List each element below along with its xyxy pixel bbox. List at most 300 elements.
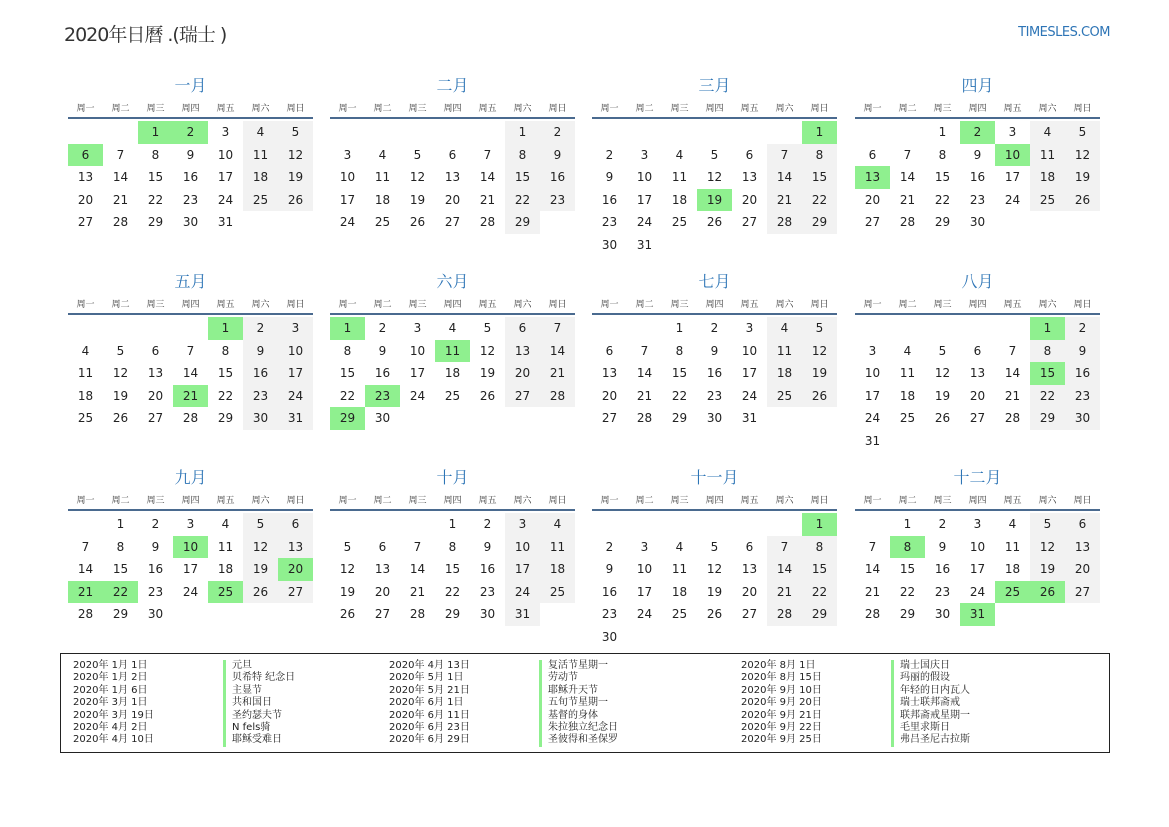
day-cell: 13 [741, 562, 758, 576]
holiday-name: 瑞士联邦斋戒 [891, 697, 960, 709]
weekday-label: 周二 [898, 496, 917, 506]
day-cell: 27 [147, 411, 164, 425]
holiday-date: 2020年 9月 10日 [741, 684, 822, 696]
day-cell: 16 [601, 192, 618, 207]
weekday-label: 周三 [146, 496, 165, 506]
empty-cell [890, 121, 925, 144]
weekday-label: 周一 [600, 300, 619, 310]
empty-cell [330, 513, 365, 536]
day-cell: 29 [444, 607, 461, 621]
day-cell: 10 [409, 343, 426, 358]
weekday-label: 周五 [478, 496, 497, 506]
weekday-label: 周一 [338, 496, 357, 506]
day-grid [855, 513, 1100, 626]
day-cell: 8 [505, 144, 540, 167]
weekday-label: 周五 [1003, 104, 1022, 114]
day-cell: 12 [706, 562, 723, 576]
empty-cell [103, 317, 138, 340]
day-cell: 16 [540, 166, 575, 189]
weekday-label: 周五 [216, 496, 235, 506]
day-cell: 7 [81, 539, 90, 554]
holiday-day-cell: 6 [68, 144, 103, 167]
day-cell: 11 [671, 170, 688, 184]
holiday-name: 朱拉独立纪念日 [539, 722, 618, 734]
day-cell: 13 [505, 340, 540, 363]
empty-cell [855, 121, 890, 144]
day-cell: 5 [413, 147, 422, 162]
day-cell: 12 [802, 340, 837, 363]
day-cell: 22 [339, 388, 356, 403]
empty-cell [855, 317, 890, 340]
holiday-row [741, 734, 970, 746]
day-cell: 31 [741, 411, 758, 425]
day-cell: 20 [601, 388, 618, 403]
weekday-label: 周五 [1003, 496, 1022, 506]
month-name: 二月 [436, 76, 469, 95]
holiday-row [73, 734, 295, 746]
day-cell: 18 [1004, 562, 1021, 576]
site-link[interactable]: TIMESLES.COM [1018, 25, 1110, 40]
day-cell: 6 [151, 343, 160, 358]
day-cell: 12 [1065, 144, 1100, 167]
day-cell: 27 [444, 215, 461, 229]
day-cell: 30 [969, 215, 986, 229]
day-cell: 3 [505, 513, 540, 536]
day-cell: 21 [767, 189, 802, 212]
day-cell: 27 [374, 607, 391, 621]
day-cell: 5 [1030, 513, 1065, 536]
holiday-name: 耶稣受难日 [223, 734, 282, 746]
weekday-label: 周日 [548, 104, 567, 114]
day-cell: 15 [802, 558, 837, 581]
day-cell: 14 [479, 170, 496, 184]
empty-cell [470, 121, 505, 144]
day-cell: 28 [636, 411, 653, 425]
day-cell: 17 [969, 562, 986, 576]
day-cell: 16 [147, 562, 164, 576]
day-cell: 13 [741, 170, 758, 184]
holiday-day-cell: 21 [173, 385, 208, 408]
weekday-label: 周六 [1038, 104, 1057, 114]
weekday-label: 周四 [181, 300, 200, 310]
day-cell: 2 [1065, 317, 1100, 340]
day-cell: 27 [741, 607, 758, 621]
day-cell: 20 [374, 584, 391, 599]
holiday-name: 瑞士国庆日 [891, 660, 950, 672]
day-cell: 22 [505, 189, 540, 212]
day-cell: 25 [243, 189, 278, 212]
holiday-row [73, 660, 295, 672]
day-cell: 27 [741, 215, 758, 229]
day-cell: 11 [243, 144, 278, 167]
day-cell: 23 [147, 584, 164, 599]
day-cell: 30 [374, 411, 391, 425]
holiday-day-cell: 21 [68, 581, 103, 604]
empty-cell [330, 121, 365, 144]
day-cell: 4 [767, 317, 802, 340]
day-cell: 23 [540, 189, 575, 212]
day-cell: 1 [116, 517, 125, 531]
day-grid [855, 317, 1100, 452]
day-cell: 22 [217, 388, 234, 403]
day-cell: 16 [243, 362, 278, 385]
weekday-label: 周五 [216, 300, 235, 310]
day-cell: 4 [1008, 517, 1017, 531]
day-cell: 25 [444, 388, 461, 403]
day-cell: 27 [969, 411, 986, 425]
holiday-name: 共和国日 [223, 697, 272, 709]
weekday-header [855, 297, 1100, 315]
day-cell: 7 [767, 144, 802, 167]
day-cell: 2 [710, 321, 719, 335]
day-cell: 22 [671, 388, 688, 403]
weekday-label: 周六 [513, 300, 532, 310]
holiday-day-cell: 1 [1030, 317, 1065, 340]
day-cell: 20 [505, 362, 540, 385]
holiday-day-cell: 1 [330, 317, 365, 340]
day-cell: 23 [479, 584, 496, 599]
holiday-date: 2020年 9月 22日 [741, 721, 822, 733]
day-cell: 6 [745, 539, 754, 554]
day-cell: 28 [899, 215, 916, 229]
day-cell: 28 [1004, 411, 1021, 425]
day-cell: 14 [409, 562, 426, 576]
day-cell: 6 [278, 513, 313, 536]
day-cell: 29 [147, 215, 164, 229]
day-cell: 4 [448, 321, 457, 335]
weekday-label: 周日 [810, 496, 829, 506]
day-cell: 9 [938, 539, 947, 554]
empty-cell [365, 121, 400, 144]
holiday-column [389, 660, 618, 747]
day-cell: 15 [505, 166, 540, 189]
holiday-row [73, 672, 295, 684]
day-cell: 19 [409, 192, 426, 207]
day-cell: 18 [540, 558, 575, 581]
day-cell: 5 [1065, 121, 1100, 144]
day-cell: 9 [151, 539, 160, 554]
day-cell: 23 [601, 215, 618, 229]
holiday-date: 2020年 3月 19日 [73, 709, 154, 721]
day-cell: 8 [802, 144, 837, 167]
empty-cell [103, 121, 138, 144]
holiday-row [73, 685, 295, 697]
day-cell: 28 [409, 607, 426, 621]
holiday-day-cell: 19 [697, 189, 732, 212]
day-cell: 23 [1065, 385, 1100, 408]
day-cell: 21 [636, 388, 653, 403]
day-cell: 11 [77, 366, 94, 380]
day-cell: 15 [112, 562, 129, 576]
weekday-label: 周二 [635, 496, 654, 506]
day-cell: 3 [343, 147, 352, 162]
empty-cell [627, 121, 662, 144]
day-cell: 19 [479, 366, 496, 380]
holiday-name: 元旦 [223, 660, 252, 672]
day-cell: 8 [221, 343, 230, 358]
day-cell: 20 [147, 388, 164, 403]
holiday-name: 五旬节星期一 [539, 697, 608, 709]
day-cell: 7 [186, 343, 195, 358]
weekday-label: 周六 [251, 300, 270, 310]
day-cell: 6 [505, 317, 540, 340]
weekday-label: 周六 [513, 496, 532, 506]
holiday-row [741, 722, 970, 734]
holiday-date: 2020年 6月 1日 [389, 697, 464, 709]
day-cell: 20 [741, 192, 758, 207]
day-cell: 28 [540, 385, 575, 408]
day-cell: 12 [479, 343, 496, 358]
weekday-label: 周三 [408, 300, 427, 310]
holiday-date: 2020年 4月 13日 [389, 660, 470, 671]
month-name: 五月 [174, 272, 207, 291]
weekday-label: 周日 [286, 104, 305, 114]
day-cell: 10 [217, 147, 234, 162]
holiday-date: 2020年 8月 1日 [741, 660, 816, 671]
day-cell: 2 [938, 517, 947, 531]
weekday-label: 周六 [1038, 300, 1057, 310]
day-cell: 23 [934, 584, 951, 599]
weekday-label: 周五 [216, 104, 235, 114]
weekday-label: 周四 [181, 496, 200, 506]
weekday-label: 周二 [111, 496, 130, 506]
day-cell: 7 [116, 147, 125, 162]
weekday-label: 周三 [146, 300, 165, 310]
day-cell: 29 [1030, 407, 1065, 430]
day-cell: 17 [182, 562, 199, 576]
day-cell: 25 [671, 215, 688, 229]
day-cell: 18 [899, 388, 916, 403]
day-cell: 21 [540, 362, 575, 385]
day-cell: 18 [243, 166, 278, 189]
weekday-label: 周日 [1073, 104, 1092, 114]
empty-cell [732, 513, 767, 536]
day-cell: 6 [868, 147, 877, 162]
day-cell: 29 [934, 215, 951, 229]
day-cell: 3 [278, 317, 313, 340]
day-cell: 28 [767, 603, 802, 626]
weekday-label: 周四 [705, 104, 724, 114]
day-cell: 27 [77, 215, 94, 229]
day-cell: 4 [378, 147, 387, 162]
day-cell: 12 [1030, 536, 1065, 559]
day-cell: 21 [409, 584, 426, 599]
day-cell: 17 [864, 388, 881, 403]
day-cell: 22 [899, 584, 916, 599]
day-cell: 13 [374, 562, 391, 576]
day-cell: 14 [540, 340, 575, 363]
day-cell: 24 [339, 215, 356, 229]
empty-cell [767, 121, 802, 144]
day-cell: 6 [1065, 513, 1100, 536]
holiday-day-cell: 1 [138, 121, 173, 144]
day-cell: 16 [182, 170, 199, 184]
day-cell: 9 [605, 170, 614, 184]
holiday-date: 2020年 4月 10日 [73, 734, 154, 746]
day-cell: 28 [112, 215, 129, 229]
day-cell: 25 [540, 581, 575, 604]
day-cell: 29 [802, 603, 837, 626]
day-cell: 22 [802, 189, 837, 212]
day-cell: 9 [186, 147, 195, 162]
month-8 [855, 271, 1100, 452]
day-cell: 30 [243, 407, 278, 430]
holiday-date: 2020年 9月 25日 [741, 734, 822, 746]
day-cell: 26 [706, 607, 723, 621]
weekday-label: 周一 [76, 104, 95, 114]
holiday-date: 2020年 4月 2日 [73, 721, 148, 733]
day-cell: 8 [448, 539, 457, 554]
day-cell: 20 [444, 192, 461, 207]
day-cell: 29 [217, 411, 234, 425]
holiday-row [741, 685, 970, 697]
holiday-column [73, 660, 295, 747]
holiday-name: 圣约瑟夫节 [223, 710, 282, 722]
weekday-label: 周六 [251, 104, 270, 114]
month-name: 八月 [961, 272, 994, 291]
day-cell: 26 [112, 411, 129, 425]
day-cell: 16 [374, 366, 391, 380]
weekday-label: 周一 [338, 104, 357, 114]
empty-cell [627, 317, 662, 340]
day-cell: 9 [710, 343, 719, 358]
day-cell: 30 [479, 607, 496, 621]
weekday-label: 周三 [408, 496, 427, 506]
day-cell: 9 [973, 147, 982, 162]
day-cell: 10 [864, 366, 881, 380]
month-name: 一月 [174, 76, 207, 95]
weekday-label: 周六 [1038, 496, 1057, 506]
day-cell: 8 [343, 343, 352, 358]
holiday-name: 贝希特 纪念日 [223, 672, 295, 684]
day-cell: 4 [81, 343, 90, 358]
holiday-row [389, 685, 618, 697]
day-cell: 2 [483, 517, 492, 531]
day-cell: 30 [601, 237, 618, 252]
day-cell: 11 [217, 539, 234, 554]
day-cell: 20 [741, 584, 758, 599]
holiday-day-cell: 2 [173, 121, 208, 144]
day-cell: 9 [483, 539, 492, 554]
day-grid [330, 121, 575, 234]
day-cell: 12 [339, 562, 356, 576]
day-cell: 24 [278, 385, 313, 408]
day-cell: 30 [706, 411, 723, 425]
day-cell: 12 [278, 144, 313, 167]
holiday-date: 2020年 5月 21日 [389, 684, 470, 696]
day-cell: 14 [636, 366, 653, 380]
month-9 [68, 467, 313, 626]
weekday-label: 周三 [670, 496, 689, 506]
day-cell: 10 [636, 562, 653, 576]
day-cell: 12 [243, 536, 278, 559]
weekday-header [330, 493, 575, 511]
day-cell: 15 [671, 366, 688, 380]
weekday-label: 周二 [373, 300, 392, 310]
day-cell: 21 [767, 581, 802, 604]
day-cell: 6 [378, 539, 387, 554]
day-cell: 20 [1065, 558, 1100, 581]
day-cell: 5 [483, 321, 492, 335]
weekday-label: 周四 [443, 300, 462, 310]
weekday-label: 周六 [775, 104, 794, 114]
day-cell: 30 [1065, 407, 1100, 430]
weekday-label: 周三 [933, 300, 952, 310]
holiday-day-cell: 2 [960, 121, 995, 144]
day-cell: 17 [1004, 170, 1021, 184]
day-cell: 11 [671, 562, 688, 576]
day-cell: 1 [903, 517, 912, 531]
day-cell: 19 [706, 584, 723, 599]
month-4 [855, 75, 1100, 234]
weekday-label: 周四 [968, 300, 987, 310]
weekday-label: 周四 [443, 104, 462, 114]
empty-cell [697, 121, 732, 144]
weekday-header [592, 297, 837, 315]
empty-cell [662, 121, 697, 144]
day-cell: 24 [864, 411, 881, 425]
day-cell: 12 [409, 170, 426, 184]
holiday-day-cell: 10 [173, 536, 208, 559]
weekday-label: 周一 [76, 496, 95, 506]
weekday-label: 周日 [286, 300, 305, 310]
day-cell: 19 [1065, 166, 1100, 189]
holiday-row [389, 697, 618, 709]
day-cell: 7 [903, 147, 912, 162]
day-grid [592, 121, 837, 256]
holiday-day-cell: 25 [995, 581, 1030, 604]
weekday-label: 周日 [810, 300, 829, 310]
empty-cell [627, 513, 662, 536]
weekday-label: 周日 [1073, 496, 1092, 506]
day-cell: 21 [899, 192, 916, 207]
holiday-name: 劳动节 [539, 672, 578, 684]
empty-cell [138, 317, 173, 340]
weekday-label: 周三 [146, 104, 165, 114]
day-cell: 25 [1030, 189, 1065, 212]
day-cell: 31 [217, 215, 234, 229]
day-cell: 18 [374, 192, 391, 207]
day-cell: 3 [1008, 125, 1017, 139]
holiday-date: 2020年 6月 11日 [389, 709, 470, 721]
day-cell: 15 [444, 562, 461, 576]
month-name: 六月 [436, 272, 469, 291]
day-cell: 15 [899, 562, 916, 576]
empty-cell [400, 513, 435, 536]
weekday-label: 周一 [863, 300, 882, 310]
holiday-day-cell: 26 [1030, 581, 1065, 604]
day-cell: 1 [505, 121, 540, 144]
day-cell: 5 [278, 121, 313, 144]
holiday-date: 2020年 8月 15日 [741, 672, 822, 684]
weekday-label: 周二 [635, 300, 654, 310]
empty-cell [592, 513, 627, 536]
month-6 [330, 271, 575, 430]
weekday-label: 周六 [513, 104, 532, 114]
day-cell: 24 [182, 584, 199, 599]
day-cell: 5 [802, 317, 837, 340]
weekday-label: 周日 [548, 300, 567, 310]
day-cell: 11 [767, 340, 802, 363]
day-grid [330, 513, 575, 626]
weekday-label: 周一 [76, 300, 95, 310]
empty-cell [925, 317, 960, 340]
holiday-name: 圣彼得和圣保罗 [539, 734, 618, 746]
day-grid [68, 513, 313, 626]
day-cell: 18 [77, 388, 94, 403]
empty-cell [732, 121, 767, 144]
month-name: 十二月 [953, 468, 1002, 487]
